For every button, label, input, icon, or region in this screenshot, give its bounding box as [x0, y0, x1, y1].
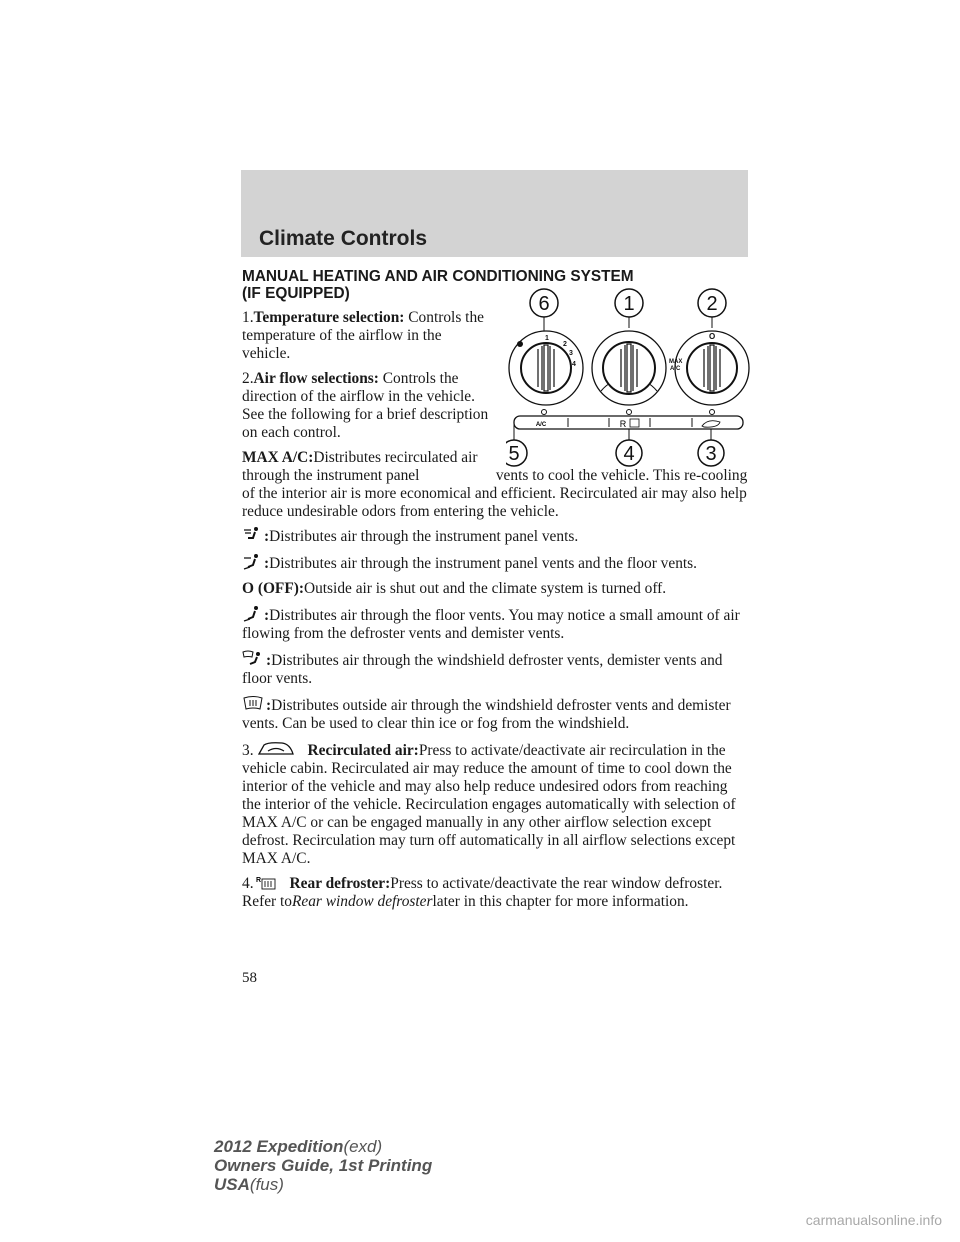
floor-vent-icon — [242, 605, 262, 623]
item-max-ac: MAX A/C:Distributes recirculated air through the instrument panel vents to cool the vehicle. This re-cooling of the interior air is more economical and efficient. Recirculated air may also help reduce undesirable odors from entering the vehicle. — [242, 449, 748, 520]
svg-text:1: 1 — [545, 335, 549, 342]
item-temperature: 1.Temperature selection: Controls the temperature of the airflow in the vehicle. — [242, 309, 484, 362]
item-panel-floor: :Distributes air through the instrument panel vents and the floor vents. — [242, 553, 748, 573]
item-floor: :Distributes air through the floor vents. You may notice a small amount of air flowing from the defroster vents and demister vents. — [242, 607, 740, 642]
section-heading: MANUAL HEATING AND AIR CONDITIONING SYSTEM (IF EQUIPPED) — [242, 268, 634, 302]
item-rear-defroster: 4. R Rear defroster:Press to activate/deactivate the rear window defroster. Refer toRear window defrosterlater in this chapter for more information. — [242, 875, 723, 910]
item-floor-defrost: :Distributes air through the windshield defroster vents, demister vents and floor vents. — [242, 652, 723, 687]
item-panel: :Distributes air through the instrument panel vents. — [242, 526, 748, 546]
section-header — [241, 170, 748, 257]
panel-floor-vent-icon — [242, 553, 262, 571]
svg-text:MAX: MAX — [669, 359, 683, 365]
svg-text:O: O — [709, 332, 716, 341]
windshield-defrost-icon — [242, 695, 264, 713]
callout-2: 2 — [706, 293, 718, 315]
item-off: O (OFF):Outside air is shut out and the climate system is turned off. — [242, 580, 667, 597]
callout-3: 3 — [705, 443, 717, 465]
item-airflow: 2.Air flow selections: Controls the direction of the airflow in the vehicle. See the following for a brief description on each control. — [242, 370, 489, 441]
svg-text:2: 2 — [563, 341, 567, 348]
section-title: Climate Controls — [259, 227, 428, 250]
document-footer: 2012 Expedition(exd) Owners Guide, 1st Printing USA(fus) — [214, 1137, 433, 1194]
item-defrost: :Distributes outside air through the windshield defroster vents and demister vents. Can be used to clear thin ice or fog from the windshield. — [242, 697, 731, 732]
svg-text:4: 4 — [572, 361, 576, 368]
ac-button-label: A/C — [535, 422, 547, 428]
recirculation-icon — [256, 740, 296, 758]
page-number: 58 — [242, 970, 257, 986]
svg-text:3: 3 — [569, 350, 573, 357]
rear-button-label: R — [619, 419, 627, 429]
watermark: carmanualsonline.info — [805, 1212, 942, 1228]
manual-content — [242, 268, 748, 918]
floor-defrost-icon — [242, 650, 264, 668]
item-recirculated: 3. Recirculated air:Press to activate/deactivate air recirculation in the vehicle cabin. Recirculated air may reduce the amount of time to cool down the interior of the vehicle and may also help reduce undesired odors from reaching the interior of the vehicle. Recirculation engages automatically with selection of MAX A/C or can be engaged manually in any other airflow selection except defrost. Recirculation may turn off automatically in all airflow selections except MAX A/C. — [242, 742, 736, 867]
panel-vent-icon — [242, 526, 262, 544]
callout-1: 1 — [623, 293, 635, 315]
callout-4: 4 — [623, 443, 635, 465]
svg-text:A/C: A/C — [670, 366, 681, 372]
callout-6: 6 — [538, 293, 550, 315]
svg-text:R: R — [255, 877, 261, 884]
callout-5: 5 — [508, 443, 520, 465]
rear-defroster-icon — [256, 875, 276, 891]
